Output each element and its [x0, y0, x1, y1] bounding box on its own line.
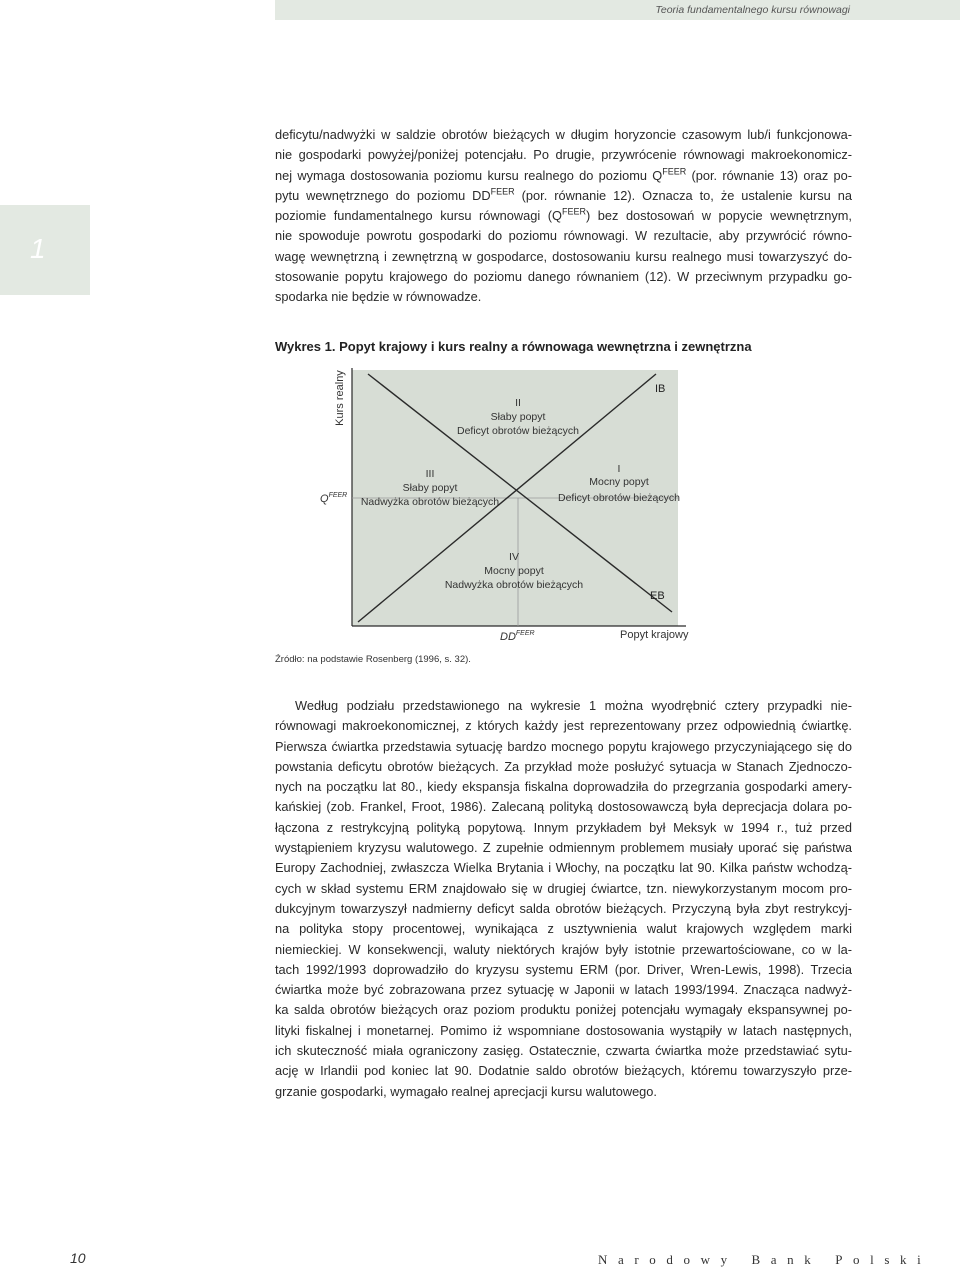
quadrant-2-number: II: [515, 397, 521, 409]
ib-label: IB: [655, 383, 666, 395]
page-number: 10: [70, 1250, 86, 1266]
running-header-title: Teoria fundamentalnego kursu równowagi: [655, 4, 850, 16]
text-line: nie spowoduje powrotu gospodarki do poziomu równowagi. W rezultacie, aby przywrócić równo-: [275, 228, 852, 244]
figure-source: Źródło: na podstawie Rosenberg (1996, s. 32).: [275, 654, 471, 665]
text-line: grzanie gospodarki, wymagało realnej aprecjacji kursu walutowego.: [275, 1083, 657, 1099]
text-line: dukcyjnym towarzyszył nadmierny deficyt salda obrotów bieżących. Przyczyną była zbyt restrykcyj-: [275, 900, 852, 916]
quadrant-4-number: IV: [509, 551, 519, 563]
superscript: FEER: [490, 186, 515, 197]
paragraph-intro: [275, 125, 852, 308]
figure-title: Wykres 1. Popyt krajowy i kurs realny a równowaga wewnętrzna i zewnętrzna: [275, 339, 752, 354]
text-line: lityki fiskalnej i monetarnej. Pomimo iż wspomniane dostosowania wystąpiły w latach następnych,: [275, 1022, 852, 1038]
chapter-number: 1: [30, 233, 46, 264]
text-line: nej wymaga dostosowania poziomu kursu realnego do poziomu $Q^{FEER}$ (por. równanie 13) oraz po-: [275, 166, 853, 183]
text-line: poziomie fundamentalnego kursu równowagi $(Q^{FEER})$ bez dostosowań w popycie wewnętrznym,: [275, 206, 852, 224]
text-line: ćwiartka może być zobrazowana przez sytuację w Japonii w latach 1993/1994. Znacząca nadwyż-: [275, 982, 852, 998]
text-line: ka salda obrotów bieżących oraz poziom produktu poniżej potencjału wymagały ekspansywnej po-: [275, 1002, 852, 1018]
text-line: na polityka stopy procentowej, wynikająca z usztywnienia walut krajowych względem marki: [275, 921, 852, 937]
dd-feer-label: $DD^{FEER}$: [500, 630, 535, 643]
q-feer-label: $Q^{FEER}$: [320, 492, 348, 505]
quadrant-1-number: I: [617, 463, 621, 475]
text-line: Pierwsza ćwiartka przedstawia sytuację bardzo mocnego popytu krajowego przyczyniającego się do: [275, 738, 852, 754]
eb-label: EB: [650, 590, 665, 602]
text-line: cych w skład systemu ERM znajdowało się w drugiej ćwiartce, tzn. niewykorzystanym mocom pro-: [275, 880, 852, 896]
text-line: ich skuteczność miała ograniczony zasięg. Ostatecznie, czwarta ćwiartka może przedstawiać sytu-: [275, 1043, 852, 1059]
y-axis-label: Kurs realny: [334, 370, 346, 426]
x-axis-label: Popyt krajowy: [620, 629, 689, 641]
quadrant-4-account: Nadwyżka obrotów bieżących: [444, 579, 584, 591]
footer-brand: Narodowy Bank Polski: [598, 1252, 932, 1267]
text-line: nych na początku lat 80., kiedy ekspansja fiskalna doprowadziła do przegrzania gospodarki amery-: [275, 779, 852, 795]
quadrant-3-account: Nadwyżka obrotów bieżących: [360, 496, 500, 508]
quadrant-3-number: III: [425, 468, 435, 480]
text-line: niemieckiej. W konsekwencji, waluty niektórych krajów były istotnie przewartościowane, co w la-: [275, 941, 852, 957]
quadrant-4-demand: Mocny popyt: [484, 565, 544, 577]
quadrant-2-account: Deficyt obrotów bieżących: [457, 425, 579, 437]
quadrant-2-demand: Słaby popyt: [490, 411, 546, 423]
quadrant-1-account: Deficyt obrotów bieżących: [558, 492, 680, 504]
text-line: nie gospodarki powyżej/poniżej potencjału. Po drugie, przywrócenie równowagi makroekonomicz-: [275, 147, 852, 163]
text-line: ację w Irlandii pod koniec lat 90. Dodatnie saldo obrotów bieżących, któremu towarzyszyło prze-: [275, 1063, 852, 1079]
text-line: spodarka nie będzie w równowadze.: [275, 289, 482, 305]
text-line: łączona z restrykcyjną polityką popytową. Innym przykładem był Meksyk w 1994 r., tuż przed: [275, 819, 852, 835]
superscript: FEER: [561, 206, 586, 217]
text-line: wystąpieniem kryzysu walutowego. Z zupełnie odmiennym problemem musiały uporać się państwa: [275, 840, 852, 856]
quadrant-1-demand: Mocny popyt: [589, 476, 649, 488]
text-line: stosowanie popytu krajowego do poziomu danego równaniem (12). W przeciwnym przypadku go-: [275, 269, 852, 285]
text-line: równowagi makroekonomicznej, z których każdy jest reprezentowany przez odpowiednią ćwiartkę.: [275, 718, 852, 734]
text-line: Według podziału przedstawionego na wykresie 1 można wyodrębnić cztery przypadki nie-: [295, 698, 852, 713]
paragraph-discussion: [275, 696, 852, 1102]
chart: [300, 360, 720, 650]
text-line: deficytu/nadwyżki w saldzie obrotów bieżących w długim horyzoncie czasowym lub/i funkcjonowa-: [275, 127, 852, 142]
text-line: Europy Zachodniej, zwłaszcza Wielka Brytania i Włochy, na początku lat 90. Kilka państw wchodzą-: [275, 860, 852, 876]
text-line: kańskiej (zob. Frankel, Froot, 1986). Zalecaną polityką dostosowawczą była deprecjacja dolara po-: [275, 799, 852, 815]
quadrant-3-demand: Słaby popyt: [402, 482, 458, 494]
text-line: powstania deficytu obrotów bieżących. Za przykład może posłużyć sytuacja w Stanach Zjednoczo-: [275, 758, 852, 774]
header-bar: [275, 0, 960, 20]
chart-svg: [300, 360, 720, 650]
text-line: tach 1992/1993 doprowadziło do kryzysu systemu ERM (por. Driver, Wren-Lewis, 1998). Trzecia: [275, 961, 852, 977]
text-line: wagę wewnętrzną i zewnętrzną w gospodarce, dostosowaniu kursu realnego musi towarzyszyć do-: [275, 248, 852, 264]
superscript: FEER: [662, 166, 687, 177]
text-line: pytu wewnętrznego do poziomu $DD^{FEER}$ (por. równanie 12). Oznacza to, że ustalenie kursu na: [275, 186, 852, 203]
